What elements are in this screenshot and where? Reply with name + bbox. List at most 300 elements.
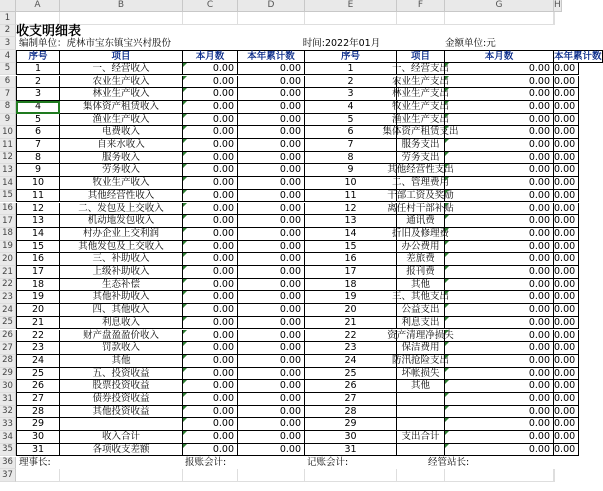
income-seq[interactable]: 14 [16, 228, 60, 241]
income-this-month[interactable]: 0.00 [183, 393, 238, 406]
income-seq[interactable]: 5 [16, 114, 60, 127]
expense-item[interactable]: 防汛抢险支出 [392, 354, 450, 366]
income-ytd[interactable]: 0.00 [238, 152, 305, 165]
row-header[interactable]: 18 [0, 228, 16, 241]
row-header[interactable]: 14 [0, 177, 16, 190]
item-header-right[interactable]: 项目 [397, 50, 445, 63]
ytd-header[interactable]: 本年累计数 [238, 50, 305, 63]
row-header[interactable]: 36 [0, 457, 16, 470]
expense-ytd[interactable]: 0.00 [554, 279, 579, 292]
expense-seq[interactable]: 31 [305, 444, 397, 457]
expense-this-month[interactable]: 0.00 [445, 304, 554, 317]
expense-this-month[interactable]: 0.00 [445, 88, 554, 101]
income-item[interactable]: 农业生产收入 [60, 76, 183, 89]
expense-ytd[interactable]: 0.00 [554, 63, 579, 76]
income-item[interactable]: 利息收入 [60, 317, 183, 330]
row-header[interactable]: 10 [0, 126, 16, 139]
income-item[interactable]: 收入合计 [60, 431, 183, 444]
cell[interactable] [183, 469, 238, 482]
expense-ytd[interactable]: 0.00 [554, 380, 579, 393]
income-this-month[interactable]: 0.00 [183, 330, 238, 343]
income-seq[interactable]: 17 [16, 266, 60, 279]
income-item[interactable]: 其他发包及上交收入 [60, 241, 183, 254]
income-seq[interactable]: 2 [16, 76, 60, 89]
income-ytd[interactable]: 0.00 [238, 164, 305, 177]
expense-ytd[interactable]: 0.00 [554, 266, 579, 279]
income-this-month[interactable]: 0.00 [183, 177, 238, 190]
expense-this-month[interactable]: 0.00 [445, 190, 554, 203]
expense-ytd[interactable]: 0.00 [554, 330, 579, 343]
income-seq[interactable]: 20 [16, 304, 60, 317]
income-this-month[interactable]: 0.00 [183, 101, 238, 114]
income-this-month[interactable]: 0.00 [183, 291, 238, 304]
expense-item[interactable] [397, 444, 445, 457]
expense-item[interactable]: 一、经营支出 [392, 62, 450, 74]
expense-seq[interactable]: 30 [305, 431, 397, 444]
income-item[interactable]: 其他经营性收入 [60, 190, 183, 203]
expense-ytd[interactable]: 0.00 [554, 444, 579, 457]
income-item[interactable]: 一、经营收入 [60, 63, 183, 76]
cell[interactable] [397, 469, 445, 482]
row-header[interactable]: 9 [0, 114, 16, 127]
expense-ytd[interactable]: 0.00 [554, 431, 579, 444]
cell[interactable] [16, 12, 60, 25]
expense-seq[interactable]: 13 [305, 215, 397, 228]
expense-seq[interactable]: 6 [305, 126, 397, 139]
row-header[interactable]: 20 [0, 253, 16, 266]
expense-ytd[interactable]: 0.00 [554, 88, 579, 101]
income-item[interactable]: 财产盘盈盈价收入 [60, 330, 183, 343]
row-header[interactable]: 3 [0, 37, 16, 50]
expense-ytd[interactable]: 0.00 [554, 355, 579, 368]
expense-seq[interactable]: 7 [305, 139, 397, 152]
expense-this-month[interactable]: 0.00 [445, 368, 554, 381]
expense-seq[interactable]: 17 [305, 266, 397, 279]
income-ytd[interactable]: 0.00 [238, 215, 305, 228]
expense-ytd[interactable]: 0.00 [554, 253, 579, 266]
income-ytd[interactable]: 0.00 [238, 190, 305, 203]
cell[interactable] [445, 469, 554, 482]
expense-seq[interactable]: 19 [305, 291, 397, 304]
income-seq[interactable]: 1 [16, 63, 60, 76]
row-header[interactable]: 4 [0, 50, 16, 63]
income-item[interactable]: 村办企业上交利润 [60, 228, 183, 241]
expense-this-month[interactable]: 0.00 [445, 279, 554, 292]
expense-seq[interactable]: 23 [305, 342, 397, 355]
expense-item[interactable]: 通讯费 [397, 215, 445, 228]
expense-item[interactable]: 农业生产支出 [392, 75, 450, 87]
row-header[interactable]: 5 [0, 63, 16, 76]
expense-this-month[interactable]: 0.00 [445, 101, 554, 114]
row-header[interactable]: 1 [0, 12, 16, 25]
expense-seq[interactable]: 29 [305, 418, 397, 431]
expense-item[interactable]: 牧业生产支出 [392, 100, 450, 112]
expense-item[interactable]: 劳务支出 [397, 152, 445, 165]
cell[interactable] [554, 469, 555, 482]
row-header[interactable]: 22 [0, 279, 16, 292]
expense-seq[interactable]: 15 [305, 241, 397, 254]
currency-unit[interactable]: 金额单位:元 [445, 37, 496, 49]
expense-item[interactable]: 折旧及修理费 [392, 227, 450, 239]
cell[interactable] [445, 12, 554, 25]
expense-ytd[interactable]: 0.00 [554, 368, 579, 381]
expense-ytd[interactable]: 0.00 [554, 139, 579, 152]
expense-this-month[interactable]: 0.00 [445, 393, 554, 406]
income-this-month[interactable]: 0.00 [183, 139, 238, 152]
expense-seq[interactable]: 24 [305, 355, 397, 368]
expense-this-month[interactable]: 0.00 [445, 76, 554, 89]
income-item[interactable]: 生态补偿 [60, 279, 183, 292]
column-header-b[interactable]: B [60, 0, 183, 12]
expense-ytd[interactable]: 0.00 [554, 164, 579, 177]
income-item[interactable]: 其他 [60, 355, 183, 368]
income-ytd[interactable]: 0.00 [238, 317, 305, 330]
row-header[interactable]: 23 [0, 291, 16, 304]
expense-this-month[interactable]: 0.00 [445, 380, 554, 393]
expense-ytd[interactable]: 0.00 [554, 215, 579, 228]
income-item[interactable]: 三、补助收入 [60, 253, 183, 266]
income-seq[interactable]: 16 [16, 253, 60, 266]
income-ytd[interactable]: 0.00 [238, 139, 305, 152]
expense-item[interactable]: 差旅费 [397, 253, 445, 266]
expense-ytd[interactable]: 0.00 [554, 152, 579, 165]
income-ytd[interactable]: 0.00 [238, 355, 305, 368]
income-ytd[interactable]: 0.00 [238, 380, 305, 393]
expense-item[interactable] [397, 418, 445, 431]
row-header[interactable]: 37 [0, 469, 16, 482]
expense-seq[interactable]: 20 [305, 304, 397, 317]
income-ytd[interactable]: 0.00 [238, 76, 305, 89]
row-header[interactable]: 7 [0, 88, 16, 101]
income-item[interactable]: 电费收入 [60, 126, 183, 139]
income-ytd[interactable]: 0.00 [238, 203, 305, 216]
income-item[interactable]: 牧业生产收入 [60, 177, 183, 190]
income-this-month[interactable]: 0.00 [183, 355, 238, 368]
expense-this-month[interactable]: 0.00 [445, 418, 554, 431]
income-ytd[interactable]: 0.00 [238, 88, 305, 101]
expense-item[interactable]: 干部工资及奖励 [387, 189, 454, 201]
income-seq[interactable]: 4 [16, 101, 60, 114]
expense-this-month[interactable]: 0.00 [445, 241, 554, 254]
income-ytd[interactable]: 0.00 [238, 279, 305, 292]
income-ytd[interactable]: 0.00 [238, 304, 305, 317]
expense-item[interactable]: 三、其他支出 [392, 291, 450, 303]
income-item[interactable]: 股票投资收益 [60, 380, 183, 393]
column-header-e[interactable]: E [305, 0, 397, 12]
expense-item[interactable]: 保洁费用 [397, 342, 445, 355]
row-header[interactable]: 34 [0, 431, 16, 444]
income-ytd[interactable]: 0.00 [238, 406, 305, 419]
row-header[interactable]: 32 [0, 406, 16, 419]
income-seq[interactable]: 29 [16, 418, 60, 431]
cell[interactable] [16, 469, 60, 482]
income-this-month[interactable]: 0.00 [183, 88, 238, 101]
expense-seq[interactable]: 14 [305, 228, 397, 241]
expense-this-month[interactable]: 0.00 [445, 342, 554, 355]
expense-this-month[interactable]: 0.00 [445, 215, 554, 228]
expense-item[interactable]: 林业生产支出 [392, 88, 450, 100]
income-item[interactable]: 债券投资收益 [60, 393, 183, 406]
expense-ytd[interactable]: 0.00 [554, 406, 579, 419]
expense-item[interactable]: 二、管理费用 [392, 177, 450, 189]
cell[interactable] [238, 469, 305, 482]
expense-item[interactable]: 集体资产租赁支出 [382, 126, 459, 138]
income-seq[interactable]: 7 [16, 139, 60, 152]
income-item[interactable]: 上级补助收入 [60, 266, 183, 279]
expense-item[interactable] [397, 406, 445, 419]
expense-ytd[interactable]: 0.00 [554, 304, 579, 317]
expense-seq[interactable]: 8 [305, 152, 397, 165]
income-seq[interactable]: 25 [16, 368, 60, 381]
income-item[interactable]: 二、发包及上交收入 [60, 203, 183, 216]
income-seq[interactable]: 9 [16, 164, 60, 177]
expense-ytd[interactable]: 0.00 [554, 177, 579, 190]
income-ytd[interactable]: 0.00 [238, 228, 305, 241]
select-all-corner[interactable] [0, 0, 16, 12]
income-this-month[interactable]: 0.00 [183, 241, 238, 254]
row-header[interactable]: 17 [0, 215, 16, 228]
expense-item[interactable] [397, 393, 445, 406]
footer-manager[interactable]: 经管站长: [428, 457, 470, 469]
row-header[interactable]: 6 [0, 76, 16, 89]
expense-seq[interactable]: 25 [305, 368, 397, 381]
cell[interactable] [305, 12, 397, 25]
expense-this-month[interactable]: 0.00 [445, 444, 554, 457]
income-this-month[interactable]: 0.00 [183, 164, 238, 177]
income-seq[interactable]: 13 [16, 215, 60, 228]
expense-item[interactable]: 渔业生产支出 [392, 113, 450, 125]
expense-this-month[interactable]: 0.00 [445, 406, 554, 419]
income-seq[interactable]: 31 [16, 444, 60, 457]
income-this-month[interactable]: 0.00 [183, 304, 238, 317]
expense-this-month[interactable]: 0.00 [445, 253, 554, 266]
expense-seq[interactable]: 22 [305, 330, 397, 343]
cell[interactable] [60, 12, 183, 25]
expense-this-month[interactable]: 0.00 [445, 355, 554, 368]
expense-seq[interactable]: 28 [305, 406, 397, 419]
income-seq[interactable]: 11 [16, 190, 60, 203]
expense-item[interactable]: 报刊费 [397, 266, 445, 279]
income-seq[interactable]: 8 [16, 152, 60, 165]
expense-this-month[interactable]: 0.00 [445, 203, 554, 216]
report-period[interactable]: 时间:2022年01月 [302, 37, 381, 49]
ytd-header-right[interactable]: 本年累计数 [554, 50, 602, 62]
income-ytd[interactable]: 0.00 [238, 177, 305, 190]
expense-item[interactable]: 支出合计 [397, 431, 445, 444]
income-seq[interactable]: 19 [16, 291, 60, 304]
income-this-month[interactable]: 0.00 [183, 203, 238, 216]
income-seq[interactable]: 10 [16, 177, 60, 190]
expense-seq[interactable]: 16 [305, 253, 397, 266]
income-ytd[interactable]: 0.00 [238, 393, 305, 406]
expense-ytd[interactable]: 0.00 [554, 418, 579, 431]
income-item[interactable]: 其他投资收益 [60, 406, 183, 419]
income-this-month[interactable]: 0.00 [183, 114, 238, 127]
expense-seq[interactable]: 3 [305, 88, 397, 101]
income-seq[interactable]: 27 [16, 393, 60, 406]
expense-this-month[interactable]: 0.00 [445, 177, 554, 190]
column-header-a[interactable]: A [16, 0, 60, 12]
row-header[interactable]: 11 [0, 139, 16, 152]
expense-seq[interactable]: 5 [305, 114, 397, 127]
row-header[interactable]: 19 [0, 241, 16, 254]
expense-item[interactable]: 利息支出 [397, 317, 445, 330]
expense-seq[interactable]: 12 [305, 203, 397, 216]
expense-ytd[interactable]: 0.00 [554, 190, 579, 203]
expense-item[interactable]: 离任村干部补贴 [387, 202, 454, 214]
income-item[interactable]: 劳务收入 [60, 164, 183, 177]
income-this-month[interactable]: 0.00 [183, 228, 238, 241]
expense-ytd[interactable]: 0.00 [554, 342, 579, 355]
expense-seq[interactable]: 26 [305, 380, 397, 393]
expense-this-month[interactable]: 0.00 [445, 114, 554, 127]
this-month-header[interactable]: 本月数 [183, 50, 238, 63]
expense-ytd[interactable]: 0.00 [554, 317, 579, 330]
income-this-month[interactable]: 0.00 [183, 215, 238, 228]
row-header[interactable]: 21 [0, 266, 16, 279]
row-header[interactable]: 16 [0, 203, 16, 216]
income-ytd[interactable]: 0.00 [238, 330, 305, 343]
income-this-month[interactable]: 0.00 [183, 190, 238, 203]
income-this-month[interactable]: 0.00 [183, 126, 238, 139]
expense-this-month[interactable]: 0.00 [445, 63, 554, 76]
row-header[interactable]: 15 [0, 190, 16, 203]
expense-seq[interactable]: 2 [305, 76, 397, 89]
expense-seq[interactable]: 18 [305, 279, 397, 292]
income-this-month[interactable]: 0.00 [183, 253, 238, 266]
income-ytd[interactable]: 0.00 [238, 342, 305, 355]
footer-bookkeeper[interactable]: 记账会计: [307, 457, 349, 469]
expense-ytd[interactable]: 0.00 [554, 241, 579, 254]
income-this-month[interactable]: 0.00 [183, 266, 238, 279]
income-item[interactable]: 五、投资收益 [60, 368, 183, 381]
income-seq[interactable]: 22 [16, 330, 60, 343]
income-item[interactable]: 服务收入 [60, 152, 183, 165]
expense-seq[interactable]: 11 [305, 190, 397, 203]
income-ytd[interactable]: 0.00 [238, 418, 305, 431]
income-ytd[interactable]: 0.00 [238, 291, 305, 304]
row-header[interactable]: 29 [0, 368, 16, 381]
income-seq[interactable]: 12 [16, 203, 60, 216]
income-item[interactable]: 其他补助收入 [60, 291, 183, 304]
expense-item[interactable]: 办公费用 [397, 241, 445, 254]
expense-item[interactable]: 其他 [397, 380, 445, 393]
expense-this-month[interactable]: 0.00 [445, 330, 554, 343]
income-item[interactable] [60, 418, 183, 431]
expense-this-month[interactable]: 0.00 [445, 266, 554, 279]
income-seq[interactable]: 24 [16, 355, 60, 368]
income-this-month[interactable]: 0.00 [183, 342, 238, 355]
expense-seq[interactable]: 1 [305, 63, 397, 76]
expense-seq[interactable]: 9 [305, 164, 397, 177]
row-header[interactable]: 2 [0, 25, 16, 38]
seq-header-right[interactable]: 序号 [305, 50, 397, 63]
income-ytd[interactable]: 0.00 [238, 431, 305, 444]
income-this-month[interactable]: 0.00 [183, 152, 238, 165]
income-ytd[interactable]: 0.00 [238, 101, 305, 114]
income-item[interactable]: 各项收支差额 [60, 444, 183, 457]
row-header[interactable]: 26 [0, 330, 16, 343]
expense-ytd[interactable]: 0.00 [554, 101, 579, 114]
expense-seq[interactable]: 27 [305, 393, 397, 406]
expense-item[interactable]: 坏帐损失 [397, 368, 445, 381]
column-header-h[interactable]: H [554, 0, 561, 10]
expense-this-month[interactable]: 0.00 [445, 139, 554, 152]
expense-seq[interactable]: 21 [305, 317, 397, 330]
income-this-month[interactable]: 0.00 [183, 418, 238, 431]
expense-seq[interactable]: 10 [305, 177, 397, 190]
income-seq[interactable]: 28 [16, 406, 60, 419]
column-header-c[interactable]: C [183, 0, 238, 12]
cell[interactable] [397, 12, 445, 25]
expense-this-month[interactable]: 0.00 [445, 431, 554, 444]
compiler-unit[interactable]: 编制单位：虎林市宝东镇宝兴村股份 [19, 37, 172, 49]
row-header[interactable]: 27 [0, 342, 16, 355]
expense-this-month[interactable]: 0.00 [445, 164, 554, 177]
row-header[interactable]: 12 [0, 152, 16, 165]
income-seq[interactable]: 23 [16, 342, 60, 355]
income-this-month[interactable]: 0.00 [183, 380, 238, 393]
income-ytd[interactable]: 0.00 [238, 126, 305, 139]
cell[interactable] [238, 12, 305, 25]
income-seq[interactable]: 21 [16, 317, 60, 330]
income-item[interactable]: 自来水收入 [60, 139, 183, 152]
this-month-header-right[interactable]: 本月数 [445, 50, 554, 63]
income-seq[interactable]: 3 [16, 88, 60, 101]
income-ytd[interactable]: 0.00 [238, 114, 305, 127]
income-seq[interactable]: 26 [16, 380, 60, 393]
expense-this-month[interactable]: 0.00 [445, 228, 554, 241]
row-header[interactable]: 28 [0, 355, 16, 368]
sheet-title[interactable]: 收支明细表 [16, 23, 82, 39]
expense-ytd[interactable]: 0.00 [554, 393, 579, 406]
income-item[interactable]: 渔业生产收入 [60, 114, 183, 127]
income-this-month[interactable]: 0.00 [183, 279, 238, 292]
income-this-month[interactable]: 0.00 [183, 76, 238, 89]
expense-ytd[interactable]: 0.00 [554, 76, 579, 89]
income-ytd[interactable]: 0.00 [238, 253, 305, 266]
column-header-f[interactable]: F [397, 0, 445, 12]
expense-seq[interactable]: 4 [305, 101, 397, 114]
income-seq[interactable]: 15 [16, 241, 60, 254]
footer-director[interactable]: 理事长: [19, 457, 51, 469]
income-seq[interactable]: 30 [16, 431, 60, 444]
row-header[interactable]: 35 [0, 444, 16, 457]
expense-ytd[interactable]: 0.00 [554, 126, 579, 139]
income-ytd[interactable]: 0.00 [238, 63, 305, 76]
item-header[interactable]: 项目 [60, 50, 183, 63]
income-ytd[interactable]: 0.00 [238, 368, 305, 381]
column-header-g[interactable]: G [445, 0, 554, 12]
income-item[interactable]: 林业生产收入 [60, 88, 183, 101]
cell[interactable] [60, 469, 183, 482]
expense-ytd[interactable]: 0.00 [554, 203, 579, 216]
income-ytd[interactable]: 0.00 [238, 266, 305, 279]
column-header-d[interactable]: D [238, 0, 305, 12]
expense-item[interactable]: 服务支出 [397, 139, 445, 152]
cell[interactable] [554, 12, 555, 25]
row-header[interactable]: 13 [0, 164, 16, 177]
expense-ytd[interactable]: 0.00 [554, 228, 579, 241]
expense-this-month[interactable]: 0.00 [445, 317, 554, 330]
income-this-month[interactable]: 0.00 [183, 444, 238, 457]
row-header[interactable]: 30 [0, 380, 16, 393]
footer-accountant[interactable]: 报账会计: [185, 457, 227, 469]
row-header[interactable]: 8 [0, 101, 16, 114]
income-this-month[interactable]: 0.00 [183, 431, 238, 444]
income-item[interactable]: 四、其他收入 [60, 304, 183, 317]
expense-ytd[interactable]: 0.00 [554, 291, 579, 304]
